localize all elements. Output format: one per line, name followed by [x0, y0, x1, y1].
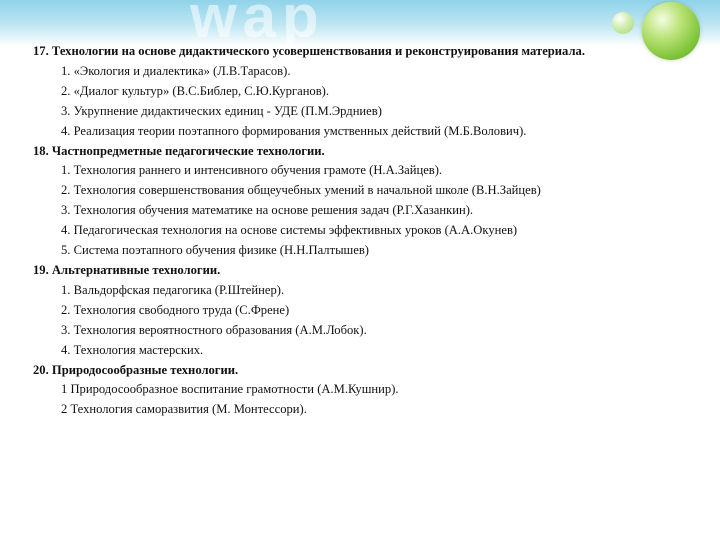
decorative-orb-small	[612, 12, 634, 34]
list-item: 1. Вальдорфская педагогика (Р.Штейнер).	[61, 282, 285, 297]
section-heading	[33, 361, 693, 381]
list-item: 3. Технология обучения математике на основе решения задач (Р.Г.Хазанкин).	[61, 203, 474, 218]
list-item: 2. Технология свободного труда (С.Френе)	[61, 302, 290, 317]
section-number: 20.	[33, 362, 49, 377]
list-item: 3. Укрупнение дидактических единиц - УДЕ (П.М.Эрдниев)	[61, 103, 382, 118]
list-item: 4. Педагогическая технология на основе системы эффективных уроков (А.А.Окунев)	[61, 223, 518, 238]
section-title: Альтернативные технологии.	[51, 262, 221, 277]
section-number: 18.	[33, 143, 49, 158]
list-item: 1 Природосообразное воспитание грамотности (А.М.Кушнир).	[61, 382, 399, 397]
list-item: 1. «Экология и диалектика» (Л.В.Тарасов).	[61, 63, 291, 78]
list-item: 2. «Диалог культур» (В.С.Библер, С.Ю.Курганов).	[61, 83, 330, 98]
list-item: 4. Реализация теории поэтапного формирования умственных действий (М.Б.Волович).	[61, 123, 527, 138]
list-item: 5. Система поэтапного обучения физике (Н.Н.Палтышев)	[61, 243, 369, 258]
document-content	[33, 42, 693, 420]
section-heading	[33, 42, 693, 62]
section-heading	[33, 261, 693, 281]
section-title: Частнопредметные педагогические технологии.	[51, 143, 325, 158]
list-item: 2. Технология совершенствования общеучебных умений в начальной школе (В.Н.Зайцев)	[61, 183, 541, 198]
section-title: Природосообразные технологии.	[51, 362, 239, 377]
list-item: 3. Технология вероятностного образования (А.М.Лобок).	[61, 322, 367, 337]
section-number: 17.	[33, 44, 49, 58]
list-item: 1. Технология раннего и интенсивного обучения грамоте (Н.А.Зайцев).	[61, 163, 443, 178]
list-item: 2 Технология саморазвития (М. Монтессори).	[61, 402, 307, 417]
section-number: 19.	[33, 262, 49, 277]
section-title: Технологии на основе дидактического усовершенствования и реконструирования материала.	[51, 44, 585, 58]
section-heading	[33, 142, 693, 162]
watermark-logo: wap	[190, 0, 325, 50]
list-item: 4. Технология мастерских.	[61, 342, 204, 357]
